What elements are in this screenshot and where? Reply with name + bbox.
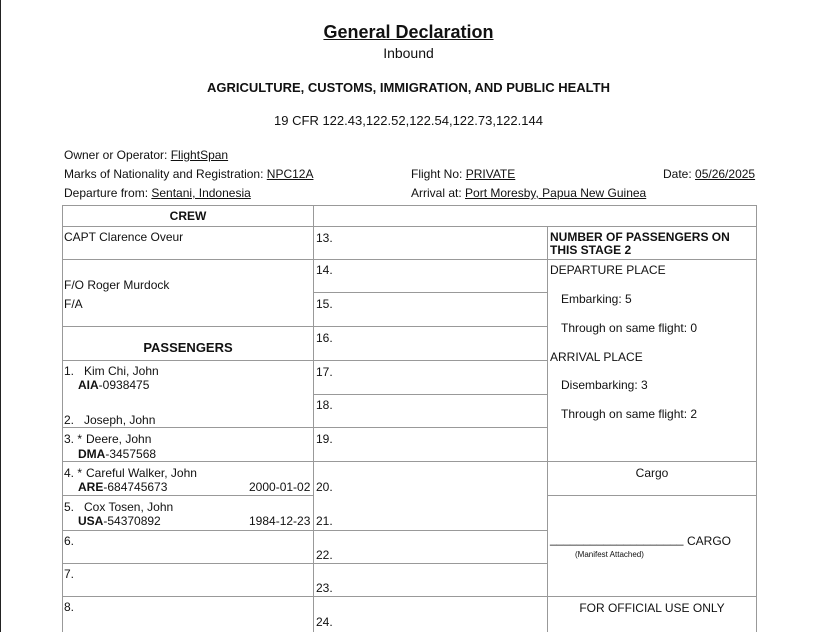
cargo-heading: Cargo [635,466,669,480]
crew-first-officer: F/O Roger Murdock [64,278,170,292]
table-row-line [62,495,314,496]
table-row-line [547,596,757,597]
passenger-name: Careful Walker, John [86,466,197,480]
passenger-document [78,480,167,494]
table-row-line [547,461,757,462]
passenger-number: 6. [64,534,75,548]
row-number: 17. [316,365,333,379]
table-row-line [62,530,314,531]
table-row-line [313,530,548,531]
row-number: 22. [316,548,333,562]
flight-line [411,167,515,181]
crew-flight-attendant: F/A [64,297,83,311]
table-row-line [547,495,757,496]
row-number: 20. [316,480,333,494]
through-departure-count: Through on same flight: 0 [561,321,698,335]
table-row-line [62,427,314,428]
disembarking-count: Disembarking: 3 [561,378,648,392]
table-top-border [62,205,757,206]
date-value: 05/26/2025 [695,167,756,181]
owner-value: FlightSpan [170,148,229,162]
flight-label: Flight No: [411,167,463,181]
passenger-number: 2. [64,413,75,427]
document-title: General Declaration [323,22,494,42]
table-row-line [313,326,548,327]
passenger-name: Joseph, John [84,413,156,427]
row-number: 21. [316,514,333,528]
table-row-line [62,259,314,260]
table-row-line [313,259,548,260]
passenger-count-stage: THIS STAGE 2 [550,243,632,257]
passenger-number: 4. * [64,466,83,480]
departure-label: Departure from: [64,186,149,200]
passenger-name: Deere, John [86,432,152,446]
table-right-border [756,205,757,632]
date-line [663,167,755,181]
table-row-line [313,360,548,361]
table-row-line [547,259,757,260]
passenger-document [78,514,161,528]
table-row-line [62,461,314,462]
table-row-line [313,427,548,428]
passenger-dob: 1984-12-23 [249,514,311,528]
table-row-line [62,226,757,227]
row-number: 18. [316,398,333,412]
departure-value: Sentani, Indonesia [151,186,251,200]
arrival-line [411,186,646,200]
embarking-count: Embarking: 5 [561,292,632,306]
document-country-code: ARE [78,480,104,494]
marks-label: Marks of Nationality and Registration: [64,167,264,181]
row-number: 23. [316,581,333,595]
flight-value: PRIVATE [465,167,516,181]
row-number: 16. [316,331,333,345]
document-number: -3457568 [105,447,157,461]
passenger-name: Kim Chi, John [84,364,159,378]
cargo-label: CARGO [687,534,732,548]
document-number: -0938475 [98,378,150,392]
passenger-number: 1. [64,364,75,378]
table-row-line [313,394,548,395]
table-row-line [313,292,548,293]
date-label: Date: [663,167,692,181]
passenger-dob: 2000-01-02 [249,480,311,494]
owner-label: Owner or Operator: [64,148,168,162]
document-country-code: DMA [78,447,106,461]
regulation-reference: 19 CFR 122.43,122.52,122.54,122.73,122.144 [274,113,543,128]
departure-place-heading: DEPARTURE PLACE [550,263,666,277]
passenger-name: Cox Tosen, John [84,500,174,514]
table-row-line [62,596,314,597]
passenger-number: 8. [64,600,75,614]
passenger-document [78,378,149,392]
row-number: 13. [316,231,333,245]
row-number: 24. [316,615,333,629]
document-country-code: AIA [78,378,99,392]
table-row-line [62,360,314,361]
passengers-heading: PASSENGERS [143,340,233,355]
document-country-code: USA [78,514,104,528]
passenger-document [78,447,156,461]
crew-captain: CAPT Clarence Oveur [64,230,184,244]
row-number: 19. [316,432,333,446]
arrival-place-heading: ARRIVAL PLACE [550,350,643,364]
departure-line [64,186,251,200]
document-number: -684745673 [103,480,168,494]
passenger-number: 3. * [64,432,83,446]
passenger-count-heading: NUMBER OF PASSENGERS ON [550,230,730,244]
table-row-line [62,326,314,327]
owner-line [64,148,228,162]
passenger-number: 7. [64,567,75,581]
table-row-line [313,563,548,564]
passenger-number: 5. [64,500,75,514]
marks-line [64,167,313,181]
through-arrival-count: Through on same flight: 2 [561,407,698,421]
table-row-line [62,563,314,564]
official-use-heading: FOR OFFICIAL USE ONLY [579,601,725,615]
manifest-note: (Manifest Attached) [575,550,644,559]
document-number: -54370892 [103,514,161,528]
row-number: 14. [316,263,333,277]
agencies-heading: AGRICULTURE, CUSTOMS, IMMIGRATION, AND PUBLIC HEALTH [207,80,610,95]
document-subtitle: Inbound [383,45,434,61]
crew-heading: CREW [169,209,207,223]
marks-value: NPC12A [266,167,314,181]
table-row-line [313,461,548,462]
arrival-label: Arrival at: [411,186,462,200]
cargo-blank-line: ____________________ [550,532,684,546]
table-col-divider-1 [313,205,314,632]
table-left-border [62,205,63,632]
arrival-value: Port Moresby, Papua New Guinea [465,186,647,200]
row-number: 15. [316,297,333,311]
table-col-divider-2 [547,227,548,632]
table-row-line [313,596,548,597]
